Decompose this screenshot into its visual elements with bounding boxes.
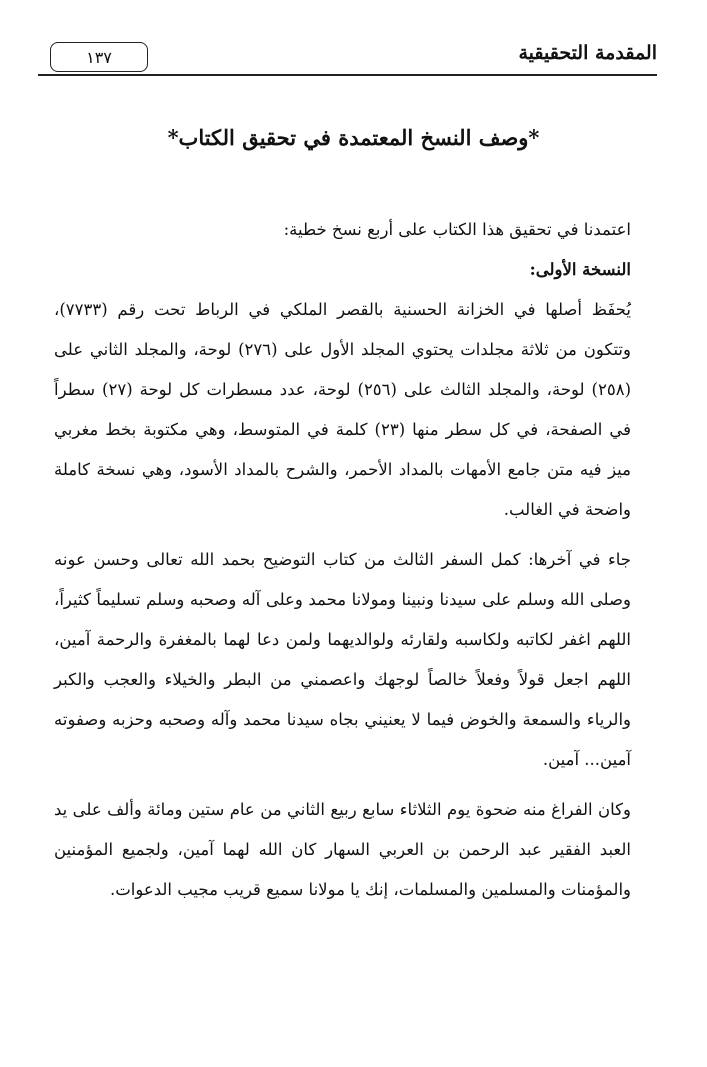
paragraph-gap (54, 530, 655, 540)
page-header (38, 34, 657, 74)
running-title: المقدمة التحقيقية (518, 42, 657, 64)
paragraph-description: يُحفَظ أصلها في الخزانة الحسنية بالقصر الملكي في الرباط تحت رقم (٧٧٣٣)، وتتكون من ثلاثة مجلدات يحتوي المجلد الأول على (٢٧٦) لوحة، والمجلد الثاني على (٢٥٨) لوحة، والمجلد الثالث على (٢٥٦) لوحة، عدد مسطرات كل لوحة (٢٧) سطراً في الصفحة، في كل سطر منها (٢٣) كلمة في المتوسط، وهي مكتوبة بخط مغربي ميز فيه متن جامع الأمهات بالمداد الأحمر، والشرح بالمداد الأسود، وهي نسخة كاملة واضحة في الغالب. (54, 300, 632, 519)
section-title: *وصف النسخ المعتمدة في تحقيق الكتاب* (167, 125, 540, 150)
header-rule (38, 74, 657, 76)
page-body (54, 210, 655, 910)
paragraph-colophon: جاء في آخرها: كمل السفر الثالث من كتاب التوضيح بحمد الله تعالى وحسن عونه وصلى الله وسلم على سيدنا ونبينا ومولانا محمد وعلى آله وصحبه وسلم تسليماً كثيراً، اللهم اغفر لكاتبه ولكاسبه ولقارئه ولوالديهما ولمن دعا لهما بالمغفرة والرحمة آمين، اللهم اجعل قولاً وفعلاً خالصاً لوجهك واعصمني من البطر والخيلاء والعجب والكبر والرياء والسمعة والخوض فيما لا يعنيني بجاه سيدنا محمد وآله وصحبه وحزبه وصفوته آمين... آمين. (54, 550, 631, 769)
page-number: ١٣٧ (50, 42, 148, 72)
paragraph-completion: وكان الفراغ منه ضحوة يوم الثلاثاء سابع ربيع الثاني من عام ستين ومائة وألف على يد العبد الفقير عبد الرحمن بن العربي السهار كان الله لهما آمين، ولجميع المؤمنين والمؤمنات والمسلمين والمسلمات، إنك يا مولانا سميع قريب مجيب الدعوات. (54, 800, 631, 899)
paragraph-gap (54, 780, 655, 790)
intro-line: اعتمدنا في تحقيق هذا الكتاب على أربع نسخ خطية: (283, 220, 631, 239)
first-copy-heading: النسخة الأولى: (529, 260, 631, 279)
